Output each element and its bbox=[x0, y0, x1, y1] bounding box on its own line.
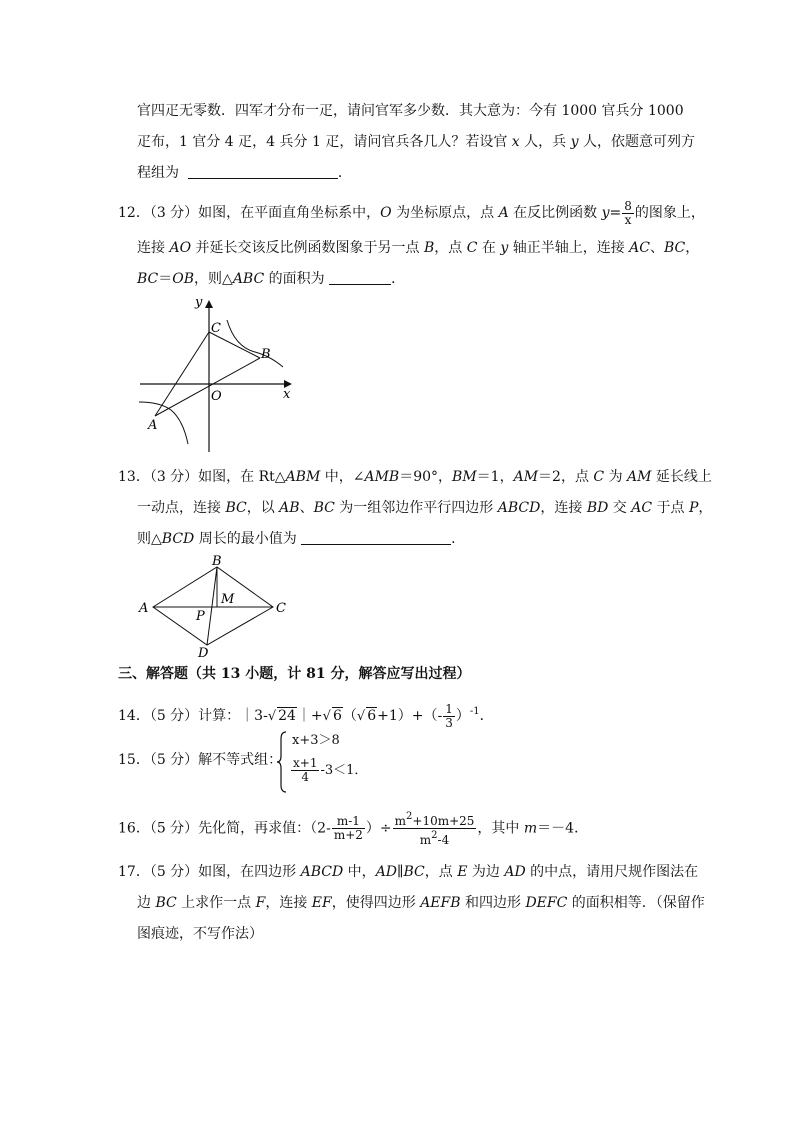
q11-line-3: 程组为 ． bbox=[137, 165, 352, 181]
label-O: O bbox=[211, 389, 222, 404]
label-D: D bbox=[198, 646, 209, 658]
segment-AB bbox=[155, 358, 260, 416]
fraction-m-minus-1-over-m-plus-2: $\frac{m-1}{m+2}$ bbox=[333, 814, 363, 842]
answer-blank[interactable] bbox=[188, 164, 338, 179]
q17-line-1: 17．（5 分）如图，在四边形 ABCD 中，AD∥BC，点 E 为边 AD 的中点，请用尺规作图法在 bbox=[118, 864, 699, 880]
q13-line-3: 则△BCD 周长的最小值为 ． bbox=[137, 531, 466, 547]
hyperbola-branch-1 bbox=[227, 320, 283, 367]
q15-inequality-2: $\frac{x+1}{4}$ -3＜1． bbox=[293, 756, 368, 784]
answer-blank[interactable] bbox=[301, 530, 451, 545]
label-B: B bbox=[261, 347, 271, 362]
q12-line-3: BC＝OB，则△ABC 的面积为 ． bbox=[137, 271, 406, 287]
hyperbola-branch-2 bbox=[139, 402, 188, 444]
segment-AC bbox=[155, 332, 209, 416]
label-x: x bbox=[283, 387, 291, 402]
parallelogram-ABCD bbox=[153, 567, 273, 645]
section-heading: 三、解答题（共 13 小题，计 81 分，解答应写出过程） bbox=[118, 666, 471, 682]
q15-inequality-1: x+3＞8 bbox=[292, 733, 340, 748]
q17-line-2: 边 BC 上求作一点 F，连接 EF，使得四边形 AEFB 和四边形 DEFC 的面积相等．（保留作 bbox=[137, 895, 705, 911]
label-M: M bbox=[221, 592, 235, 607]
q12-line-2: 连接 AO 并延长交该反比例函数图象于另一点 B，点 C 在 y 轴正半轴上，连接 AC、BC， bbox=[137, 240, 700, 256]
label-A: A bbox=[148, 418, 158, 433]
label-A: A bbox=[139, 601, 149, 616]
label-C: C bbox=[211, 321, 221, 336]
fraction-x-plus-1-over-4: $\frac{x+1}{4}$ bbox=[293, 756, 318, 784]
q11-line-1: 官四疋无零数．四军才分布一疋，请问官军多少数．其大意为：今有 1000 官兵分 1000 bbox=[137, 103, 684, 119]
q16-line: 16．（5 分）先化简，再求值：（2- $\frac{m-1}{m+2}$ ）÷ $\frac{m^2+10m+25}{m^2-4}$ ，其中 m＝－4． bbox=[118, 811, 589, 847]
diagonal-BD bbox=[207, 567, 217, 645]
y-axis-arrow bbox=[205, 300, 213, 308]
fraction-1-over-3: $\frac{1}{3}$ bbox=[445, 701, 453, 730]
q15-prefix: 15．（5 分）解不等式组： bbox=[118, 752, 283, 768]
q12-line-1: 12．（3 分）如图，在平面直角坐标系中，O 为坐标原点，点 A 在反比例函数 y= $\frac{8}{x}$ 的图象上， bbox=[118, 198, 705, 227]
q13-line-1: 13．（3 分）如图，在 Rt△ABM 中，∠AMB＝90°，BM＝1，AM＝2，点 C 为 AM 延长线上 bbox=[118, 469, 712, 485]
fraction-m-squared-expression: $\frac{m^2+10m+25}{m^2-4}$ bbox=[394, 811, 475, 847]
q12-coordinate-figure bbox=[135, 292, 300, 457]
q11-line-2: 疋布，1 官分 4 疋，4 兵分 1 疋，请问官兵各几人？若设官 x 人，兵 y 人，依题意可列方 bbox=[137, 134, 695, 150]
label-P: P bbox=[196, 609, 205, 624]
answer-blank[interactable] bbox=[329, 270, 391, 285]
q14-line: 14．（5 分）计算：｜3-√ 24｜+√ 6（√ 6+1）+（- $\frac{1}{3}$ ）$^{-1}$． bbox=[118, 701, 494, 730]
label-B: B bbox=[212, 554, 222, 569]
brace-icon bbox=[276, 731, 288, 793]
q17-line-3: 图痕迹，不写作法） bbox=[137, 926, 263, 942]
fraction-8-over-x: $\frac{8}{x}$ bbox=[624, 198, 632, 227]
q13-parallelogram-figure bbox=[135, 553, 295, 658]
q13-line-2: 一动点，连接 BC，以 AB、BC 为一组邻边作平行四边形 ABCD，连接 BD 交 AC 于点 P， bbox=[137, 500, 713, 516]
label-C: C bbox=[276, 601, 286, 616]
label-y: y bbox=[195, 295, 203, 310]
